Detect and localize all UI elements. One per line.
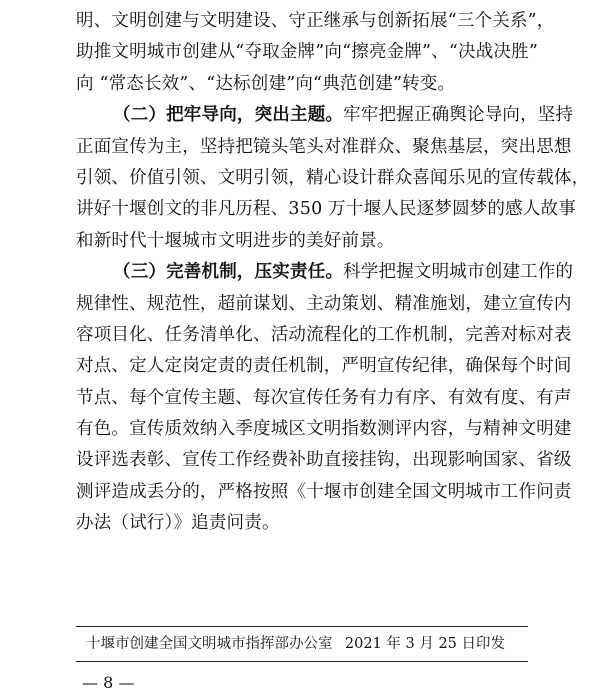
paragraph-3-line-3: 容项目化、任务清单化、活动流程化的工作机制，完善对标对表: [76, 324, 572, 345]
paragraph-3-line-5: 节点、每个宣传主题、每次宣传任务有力有序、有效有度、有声: [76, 387, 572, 408]
paragraph-3-line-6: 有色。宣传质效纳入季度城区文明指数测评内容，与精神文明建: [76, 419, 572, 440]
paragraph-3-line-7: 设评选表彰、宣传工作经费补助直接挂钩，出现影响国家、省级: [76, 450, 572, 471]
paragraph-2-line-1: [76, 100, 574, 131]
document-body: [76, 6, 590, 540]
footer-top-rule: [76, 626, 528, 627]
paragraph-3-line-9: 办法（试行）》追责问责。: [76, 513, 280, 534]
issuing-office: 十堰市创建全国文明城市指挥部办公室: [86, 636, 333, 652]
paragraph-1-line-1: 明、文明创建与文明建设、守正继承与创新拓展“三个关系”，: [76, 11, 555, 31]
footer-bottom-rule: [76, 661, 528, 662]
paragraph-3-line-8: 测评造成丢分的，严格按照《十堰市创建全国文明城市工作问责: [76, 481, 572, 502]
paragraph-2-first-line-text: 牢牢把握正确舆论导向，坚持: [343, 105, 574, 126]
page-number: — 8 —: [82, 673, 135, 692]
paragraph-1-line-3: 向 “常态长效”、“达标创建”向“典范创建”转变。: [76, 73, 456, 94]
paragraph-2-line-2: 正面宣传为主，坚持把镜头笔头对准群众、聚焦基层，突出思想: [76, 136, 572, 157]
paragraph-2-line-5: 和新时代十堰城市文明进步的美好前景。: [76, 230, 395, 251]
paragraph-2-heading: （二）把牢导向，突出主题。: [113, 105, 344, 126]
issue-date: 2021 年 3 月 25 日印发: [344, 636, 505, 652]
paragraph-3-first-line-text: 科学把握文明城市创建工作的: [343, 262, 574, 283]
paragraph-1-line-2: 助推文明城市创建从“夺取金牌”向“擦亮金牌”、“决战决胜”: [76, 42, 538, 63]
paragraph-3-line-2: 规律性、规范性，超前谋划、主动策划、精准施划，建立宣传内: [76, 293, 572, 314]
paragraph-2-line-4: 讲好十堰创文的非凡历程、350 万十堰人民逐梦圆梦的感人故事: [76, 199, 576, 220]
paragraph-2-line-3: 引领、价值引领、文明引领，精心设计群众喜闻乐见的宣传载体，: [76, 167, 590, 188]
paragraph-3-line-1: [76, 257, 574, 288]
paragraph-3-heading: （三）完善机制，压实责任。: [113, 262, 344, 283]
paragraph-3-line-4: 对点、定人定岗定责的责任机制，严明宣传纪律，确保每个时间: [76, 356, 572, 377]
